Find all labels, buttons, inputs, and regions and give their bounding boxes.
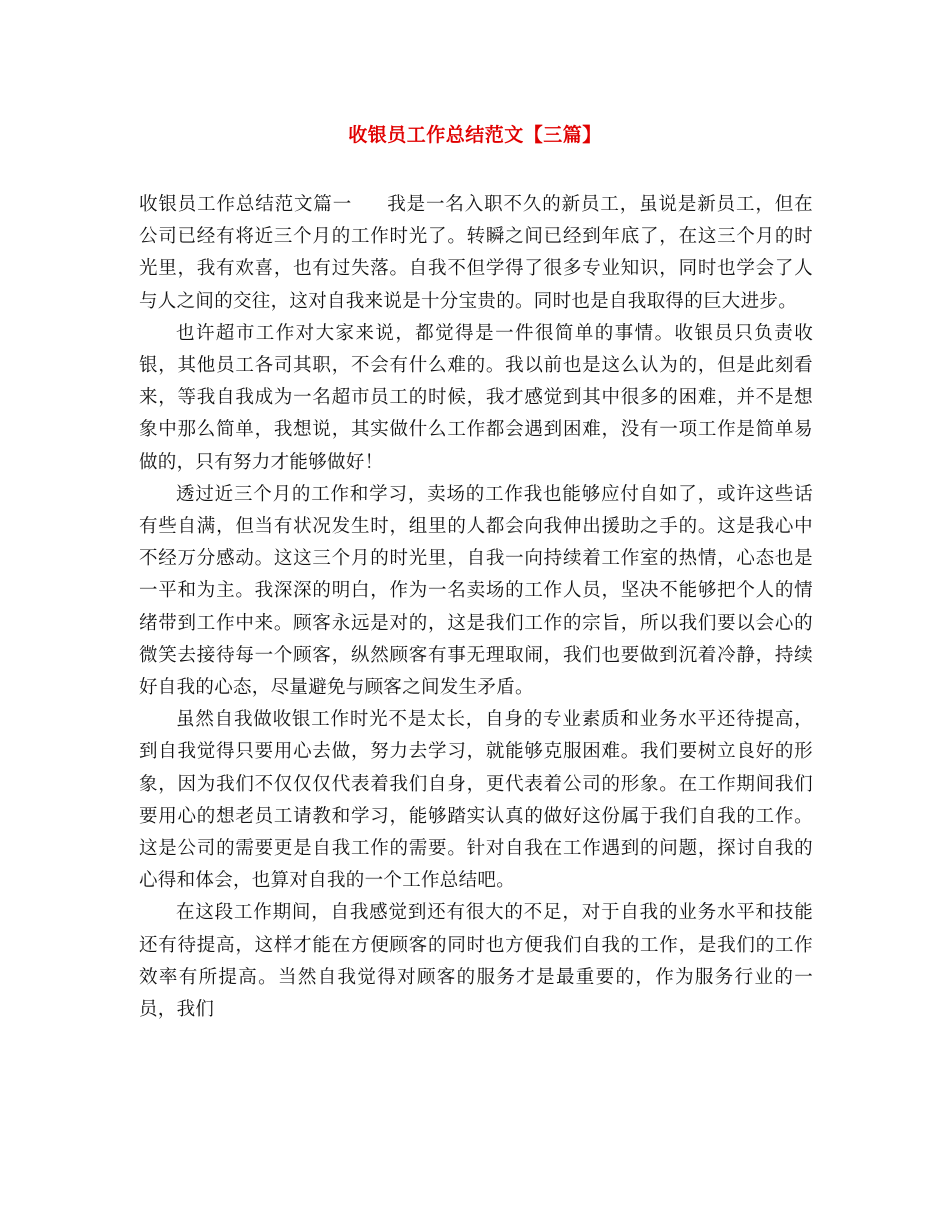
section-heading: 收银员工作总结范文篇一 [139,194,353,215]
paragraph-4: 虽然自我做收银工作时光不是太长，自身的专业素质和业务水平还待提高，到自我觉得只要用心去做，努力去学习，就能够克服困难。我们要树立良好的形象，因为我们不仅仅仅代表着我们自身，更代表着公司的形象。在工作期间我们要用心的想老员工请教和学习，能够踏实认真的做好这份属于我们自我的工作。这是公司的需要更是自我工作的需要。针对自我在工作遇到的问题，探讨自我的心得和体会，也算对自我的一个工作总结吧。 [139,709,813,892]
paragraph-1-text: 我是一名入职不久的新员工，虽说是新员工，但在公司已经有将近三个月的工作时光了。转瞬之间已经到年底了，在这三个月的时光里，我有欢喜，也有过失落。自我不但学得了很多专业知识，同时也学会了人与人之间的交往，这对自我来说是十分宝贵的。同时也是自我取得的巨大进步。 [139,194,813,312]
document-body [139,189,813,1026]
document-title: 收银员工作总结范文【三篇】 [348,124,602,146]
paragraph-3: 透过近三个月的工作和学习，卖场的工作我也能够应付自如了，或许这些话有些自满，但当有状况发生时，组里的人都会向我伸出援助之手的。这是我心中不经万分感动。这这三个月的时光里，自我一向持续着工作室的热情，心态也是一平和为主。我深深的明白，作为一名卖场的工作人员，坚决不能够把个人的情绪带到工作中来。顾客永远是对的，这是我们工作的宗旨，所以我们要以会心的微笑去接待每一个顾客，纵然顾客有事无理取闹，我们也要做到沉着冷静，持续好自我的心态，尽量避免与顾客之间发生矛盾。 [139,483,813,699]
paragraph-5: 在这段工作期间，自我感觉到还有很大的不足，对于自我的业务水平和技能还有待提高，这样才能在方便顾客的同时也方便我们自我的工作，是我们的工作效率有所提高。当然自我觉得对顾客的服务才是最重要的，作为服务行业的一员，我们 [139,902,813,1021]
paragraph-1 [139,189,813,318]
paragraph-2: 也许超市工作对大家来说，都觉得是一件很简单的事情。收银员只负责收银，其他员工各司其职，不会有什么难的。我以前也是这么认为的，但是此刻看来，等我自我成为一名超市员工的时候，我才感觉到其中很多的困难，并不是想象中那么简单，我想说，其实做什么工作都会遇到困难，没有一项工作是简单易做的，只有努力才能够做好！ [139,322,813,473]
